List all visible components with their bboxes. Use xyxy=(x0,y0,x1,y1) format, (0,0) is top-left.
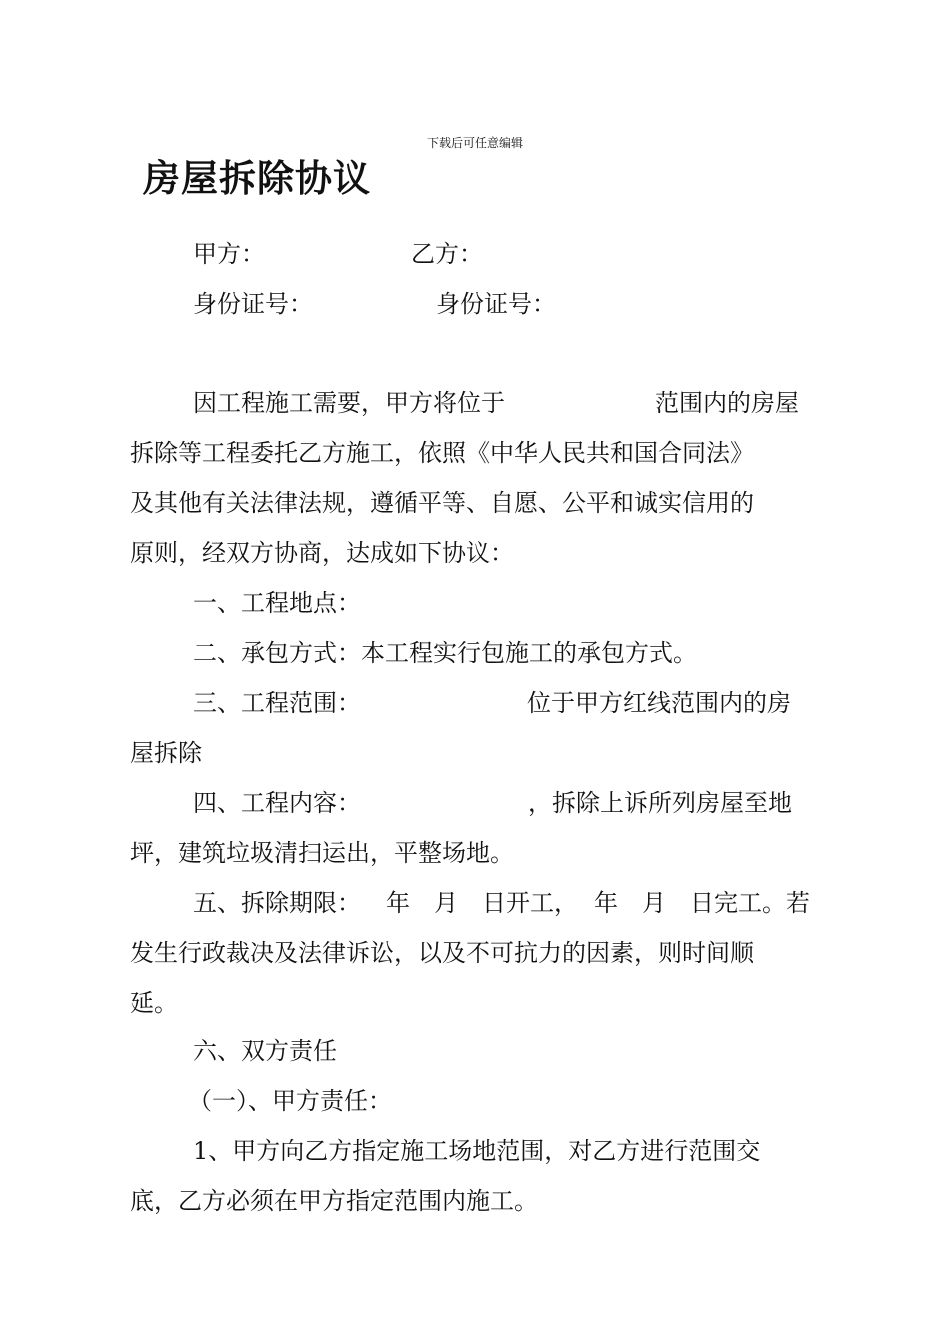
intro-line-4: 原则，经双方协商，达成如下协议： xyxy=(130,539,514,567)
item-5-period-cont-1: 发生行政裁决及法律诉讼，以及不可抗力的因素，则时间顺 xyxy=(130,939,754,967)
header-note: 下载后可任意编辑 xyxy=(426,136,523,150)
item-4-content-cont: 坪，建筑垃圾清扫运出，平整场地。 xyxy=(130,839,514,867)
party-a-label: 甲方： xyxy=(193,240,265,268)
party-b-id-label: 身份证号： xyxy=(436,290,556,318)
item-5-period-cont-2: 延。 xyxy=(130,989,178,1017)
intro-line-2: 拆除等工程委托乙方施工，依照《中华人民共和国合同法》 xyxy=(130,439,754,467)
item-6-responsibilities: 六、双方责任 xyxy=(193,1037,337,1065)
item-4-content-text: ，拆除上诉所列房屋至地 xyxy=(528,789,792,817)
document-title: 房屋拆除协议 xyxy=(143,157,371,200)
section-party-a-responsibility: （一）、甲方责任： xyxy=(188,1087,392,1115)
clause-1-line-2: 底，乙方必须在甲方指定范围内施工。 xyxy=(130,1187,538,1215)
item-3-scope-text: 位于甲方红线范围内的房 xyxy=(527,689,791,717)
item-3-scope-cont: 屋拆除 xyxy=(130,739,202,767)
party-a-id-label: 身份证号： xyxy=(193,290,313,318)
item-5-period-label: 五、拆除期限： xyxy=(193,889,361,917)
item-5-end-date: 年 月 日完工。若 xyxy=(594,889,810,917)
item-3-scope-label: 三、工程范围： xyxy=(193,689,361,717)
item-4-content-label: 四、工程内容： xyxy=(193,789,361,817)
item-5-start-date: 年 月 日开工， xyxy=(386,889,578,917)
item-2-contract-mode: 二、承包方式：本工程实行包施工的承包方式。 xyxy=(193,639,697,667)
intro-line-1a: 因工程施工需要，甲方将位于 xyxy=(193,389,505,417)
party-b-label: 乙方： xyxy=(411,240,483,268)
intro-line-3: 及其他有关法律法规，遵循平等、自愿、公平和诚实信用的 xyxy=(130,489,754,517)
item-1-location: 一、工程地点： xyxy=(193,589,361,617)
clause-1-line-1: 1、甲方向乙方指定施工场地范围，对乙方进行范围交 xyxy=(193,1137,761,1165)
intro-line-1b: 范围内的房屋 xyxy=(655,389,799,417)
